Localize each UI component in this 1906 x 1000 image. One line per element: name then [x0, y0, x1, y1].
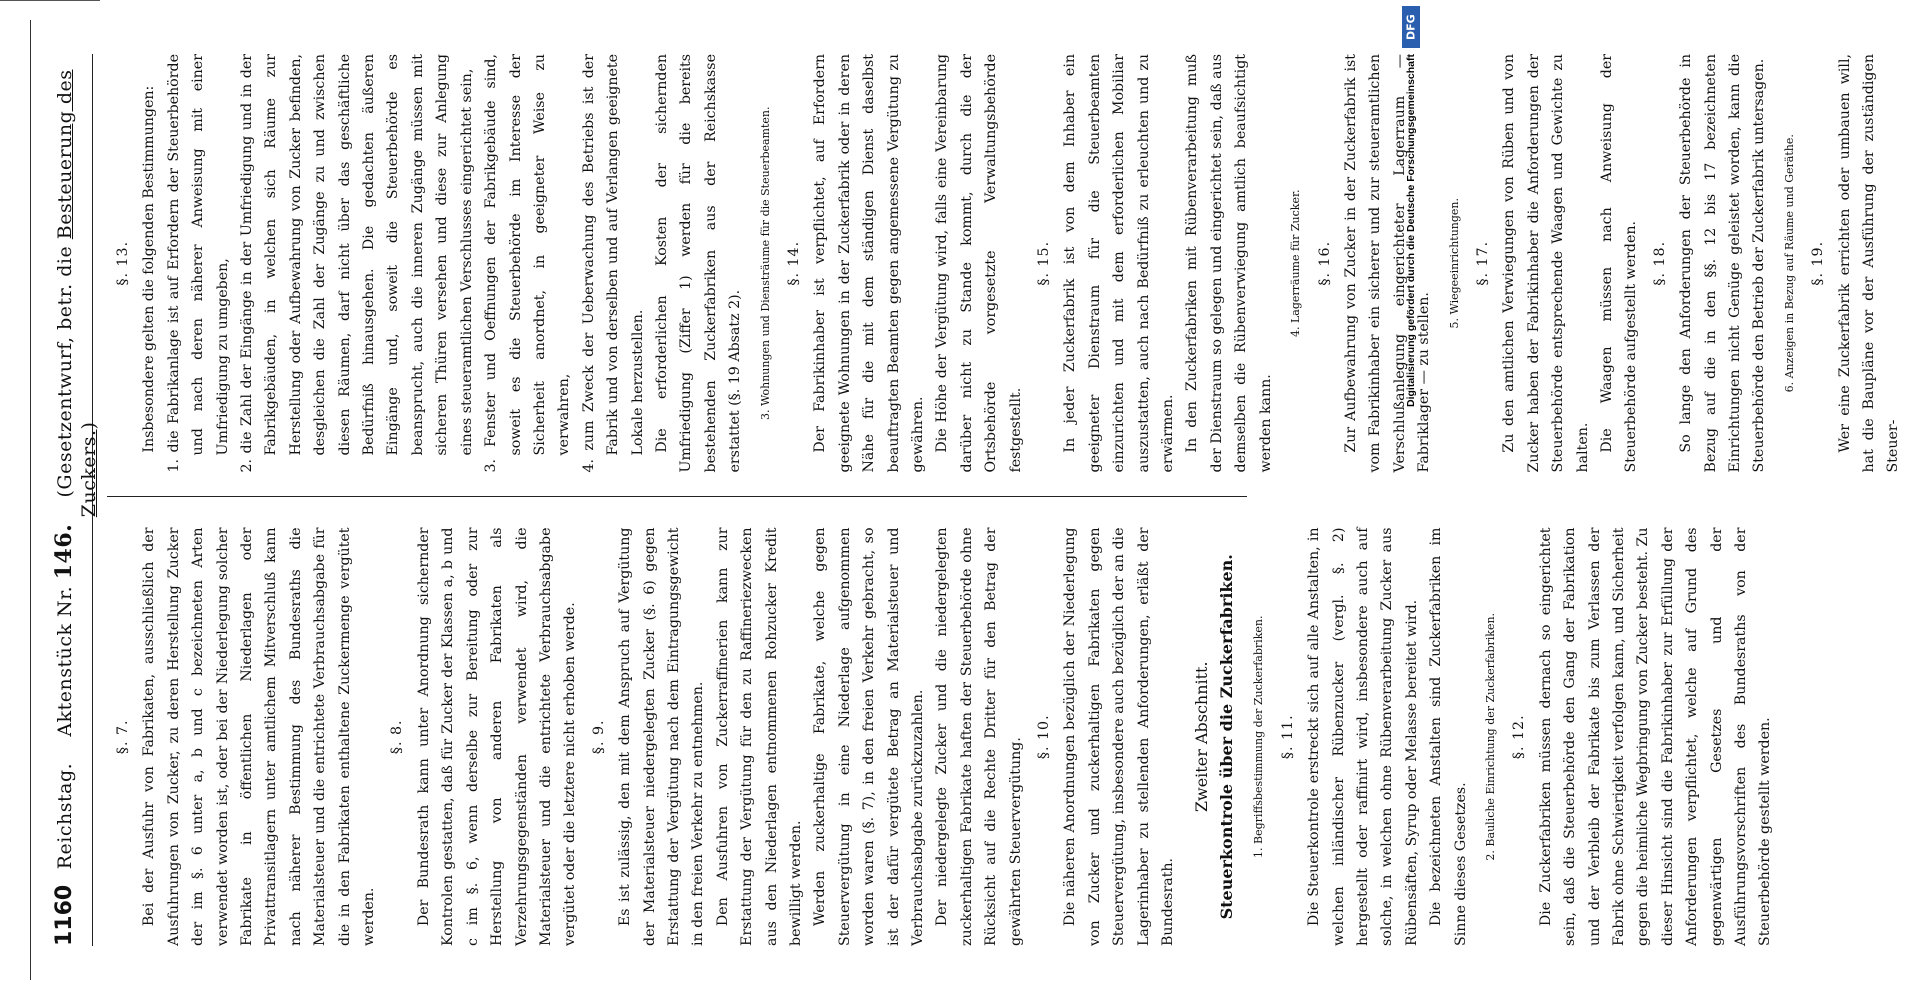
paragraph: Zu den amtlichen Verwiegungen von Rüben und von Zucker haben der Fabrikinhaber die Anforderungen der Steuerbehörde entsprechende Waagen und Gewichte zu halten. — [1501, 54, 1591, 473]
paragraph: Werden zuckerhaltige Fabrikate, welche gegen Steuervergütung in eine Niederlage aufgenommen worden waren (§. 7), in den freien Verkehr gebracht, so ist der dafür vergütete Betrag an Materialsteuer und Verbrauchsabgabe zurückzuzahlen. — [812, 527, 926, 946]
dfg-stamp — [1395, 6, 1427, 604]
paragraph: In den Zuckerfabriken mit Rübenverarbeitung muß der Dienstraum so gelegen und eingerichtet sein, daß aus demselben die Rübenverwiegung amtlich beaufsichtigt werden kann. — [1184, 54, 1274, 473]
page-title — [52, 54, 102, 885]
paragraph: In jeder Zuckerfabrik ist von dem Inhaber ein geeigneter Dienstraum für die Steuerbeamten einzurichten und mit dem erforderlichen Mobiliar auszustatten, auch nach Bedürfniß zu erleuchten und zu erwärmen. — [1062, 54, 1177, 473]
paragraph: Die erforderlichen Kosten der sichernden Umfriedigung (Ziffer 1) werden für die bereits bestehenden Zuckerfabriken aus der Reichskasse erstattet (§. 19 Absatz 2). — [653, 54, 744, 473]
section-heading: §. 16. — [1316, 240, 1333, 286]
section-heading: §. 18. — [1651, 240, 1668, 286]
subheading: 4. Lagerräume für Zucker. — [1289, 189, 1303, 338]
paragraph: Die näheren Anordnungen bezüglich der Niederlegung von Zucker und zuckerhaltigen Fabrikaten gegen Steuervergütung, insbesondere auch bezüglich der an die Lagerinhaber zu stellenden Anforderungen, erläßt der Bundesrath. — [1062, 527, 1177, 946]
paragraph: Die Waagen müssen nach Anweisung der Steuerbehörde aufgestellt werden. — [1598, 54, 1640, 473]
paragraph: Die Zuckerfabriken müssen dernach so eingerichtet sein, daß die Steuerbehörde den Gang der Fabrikation und der Verbleib der Fabrikate bis zum Verlassen der Fabrik ohne Schwierigkeit verfolgen kann, und Sicherheit gegen die heimliche Wegbringung von Zucker besteht. Zu dieser Hinsicht sind die Fabrikinhaber zur Erfüllung der Anforderungen verpflichtet, welche auf Grund des gegenwärtigen Gesetzes und der Ausführungsvorschriften des Bundesraths von der Steuerbehörde gestellt werden. — [1537, 527, 1774, 946]
running-head — [51, 54, 101, 946]
subheading: 2. Bauliche Einrichtung der Zuckerfabriken. — [1483, 612, 1497, 861]
subheading: 6. Anzeigen in Bezug auf Räume und Geräthe. — [1782, 134, 1796, 393]
part-heading: Zweiter Abschnitt. — [1192, 661, 1212, 813]
list-item: 4. zum Zweck der Ueberwachung des Betriebs ist der Fabrik und von derselben und auf Verlangen geeignete Lokale herzustellen. — [580, 54, 646, 473]
paragraph: Bei der Ausfuhr von Fabrikaten, ausschließlich der Ausfuhrungen von Zucker, zu deren Herstellung Zucker der im §. 6 unter a, b und c bezeichneten Arten verwendet worden ist, oder bei der Niederlegung solcher Fabrikate in öffentlichen Niederlagen oder Privattransitlagern unter amtlichem Mitverschluß kann nach näherer Bestimmung des Bundesraths die Materialsteuer und die entrichtete Verbrauchsabgabe für die in den Fabrikaten enthaltene Zuckermenge vergütet werden. — [141, 527, 378, 946]
section-heading: §. 19. — [1810, 240, 1827, 286]
paragraph: So lange den Anforderungen der Steuerbehörde in Bezug auf die in den §§. 12 bis 17 bezeichneten Einrichtungen nicht Genüge geleistet worden, kann die Steuerbehörde den Betrieb der Zuckerfabrik untersagen. — [1678, 54, 1768, 473]
title-aktenstueck: Aktenstück Nr. — [54, 585, 76, 737]
section-heading: §. 12. — [1511, 714, 1528, 760]
section-heading: §. 17. — [1474, 240, 1491, 286]
paragraph: Die Höhe der Vergütung wird, falls eine Vereinbarung darüber nicht zu Stande kommt, durch die der Ortsbehörde vorgesetzte Verwaltungsbehörde festgestellt. — [934, 54, 1024, 473]
section-heading: §. 11. — [1279, 714, 1296, 760]
title-prefix: Reichstag. — [54, 762, 76, 870]
title-number: 146. — [51, 523, 77, 580]
dfg-logo-icon: DFG — [1402, 6, 1420, 48]
paragraph: Der Fabrikinhaber ist verpflichtet, auf Erfordern geeignete Wohnungen in der Zuckerfabrik oder in deren Nähe für die mit dem ständigen Dienst daselbst beauftragten Beamten gegen angemessene Vergütung zu gewähren. — [812, 54, 926, 473]
paragraph: Die bezeichneten Anstalten sind Zuckerfabriken im Sinne dieses Gesetzes. — [1428, 527, 1469, 946]
part-title: Steuerkontrole über die Zuckerfabriken. — [1216, 554, 1236, 920]
left-column — [107, 527, 1774, 947]
page-number: 1160 — [52, 884, 77, 946]
dfg-stamp-text: Digitalisierung gefördert durch die Deutsche Forschungsgemeinschaft — [1405, 54, 1417, 407]
list-item: 1. die Fabrikanlage ist auf Erfordern der Steuerbehörde und nach deren näherer Anweisung mit einer Umfriedigung zu umgeben, — [165, 54, 231, 473]
section-heading: §. 8. — [389, 719, 406, 755]
paragraph: Es ist zulässig, den mit dem Anspruch auf Vergütung der Materialsteuer niedergelegten Zucker (§. 6) gegen Erstattung der Vergütung nach dem Eintragungsgewicht in den freien Verkehr zu entnehmen. — [617, 527, 707, 946]
section-heading: §. 15. — [1036, 240, 1053, 286]
subheading: 3. Wohnungen und Diensträume für die Steuerbeamten. — [758, 106, 772, 421]
paragraph: Der Bundesrath kann unter Anordnung sichernder Kontrolen gestatten, daß für Zucker der Klassen a, b und c im §. 6, wenn derselbe zur Bereitung oder zur Herstellung von anderen Fabrikaten als Verzehrungsgegenständen verwendet wird, die Materialsteuer und die entrichtete Verbrauchsabgabe vergütet oder die letztere nicht erhoben werde. — [415, 527, 579, 946]
section-heading: §. 9. — [590, 719, 607, 755]
paragraph: Der niedergelegte Zucker und die niedergelegten zuckerhaltigen Fabrikate haften der Steuerbehörde ohne Rücksicht auf die Rechte Dritter für den Betrag der gewährten Steuervergütung. — [934, 527, 1024, 946]
top-rule — [30, 20, 31, 980]
paragraph: Wer eine Zuckerfabrik errichten oder umbauen will, hat die Baupläne vor der Ausführung der zuständigen Steuer- — [1836, 54, 1902, 473]
title-paren: (Gesetzentwurf, betr. die — [54, 245, 76, 498]
list-item: 2. die Zahl der Eingänge in der Umfriedigung und in der Fabrikgebäuden, in welchen sich Räume zur Herstellung oder Aufbewahrung von Zucker befinden, desgleichen die Zahl der Zugänge zu und zwischen diesen Räumen, darf nicht über das geschäftliche Bedürfniß hinausgehen. Die gedachten äußeren Eingänge und, soweit die Steuerbehörde es beansprucht, auch die inneren Zugänge müssen mit sicheren Thüren versehen und diese zur Anlegung eines steueramtlichen Verschlusses eingerichtet sein, — [239, 54, 475, 473]
subheading: 5. Wiegeeinrichtungen. — [1447, 197, 1461, 329]
paragraph: Die Steuerkontrole erstreckt sich auf alle Anstalten, in welchen inländischer Rübenzucker (vergl. §. 2) hergestellt oder raffinirt wird, insbesondere auch auf solche, in welchen ohne Rübenverarbeitung Zucker aus Rübensäften, Syrup oder Melasse bereitet wird. — [1306, 527, 1420, 946]
paragraph: Insbesondere gelten die folgenden Bestimmungen: — [141, 85, 158, 453]
section-heading: §. 7. — [115, 719, 131, 755]
section-heading: §. 14. — [785, 240, 802, 286]
paragraph: Zur Aufbewahrung von Zucker in der Zuckerfabrik ist vom Fabrikinhaber ein sicherer und zur steueramtlichen Verschlußanlegung eingerichteter Lagerraum — Fabriklager — zu stellen. — [1342, 54, 1433, 473]
list-item: 3. Fenster und Oeffnungen der Fabrikgebäude sind, soweit es die Steuerbehörde im Interesse der Sicherheit anordnet, in geeigneter Weise zu verwahren, — [483, 54, 573, 473]
section-heading: §. 13. — [115, 240, 131, 286]
scan-edge-line — [0, 0, 100, 1]
title-close: ) — [78, 421, 101, 430]
subheading: 1. Begriffsbestimmung der Zuckerfabriken. — [1252, 615, 1266, 858]
title-subject: Besteuerung des Zuckers. — [54, 69, 101, 518]
paragraph: Den Ausfuhren von Zuckerraffinerien kann zur Erstattung der Vergütung für den zu Raffineriezwecken aus den Niederlagen entnommenen Rohzucker Kredit bewilligt werden. — [714, 527, 804, 946]
section-heading: §. 10. — [1036, 714, 1053, 760]
